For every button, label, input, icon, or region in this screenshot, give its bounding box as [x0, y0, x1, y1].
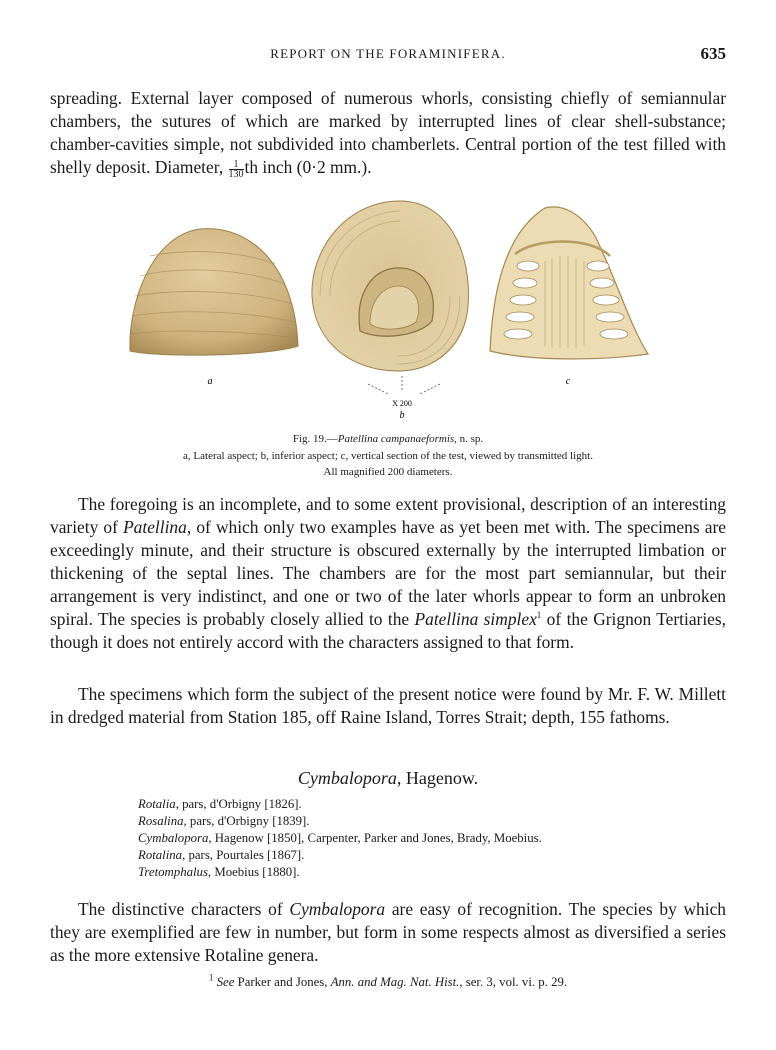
synonym-genus: Cymbalopora — [138, 831, 209, 845]
synonym-genus: Rotalia — [138, 797, 176, 811]
synonym-genus: Rosalina — [138, 814, 184, 828]
synonymy-entry — [138, 796, 698, 813]
paragraph-discussion — [50, 493, 726, 654]
synonym-citation: , Moebius [1880]. — [207, 865, 300, 879]
fraction-denominator: 130 — [228, 169, 244, 180]
paragraph-description-continued — [50, 87, 726, 179]
genus-name: Patellina — [123, 517, 187, 537]
synonymy-entry — [138, 847, 698, 864]
synonym-genus: Tretomphalus — [138, 865, 208, 879]
caption-species-name: Patellina campanaeformis — [337, 433, 455, 445]
synonym-citation: , pars, Pourtales [1867]. — [182, 848, 305, 862]
paragraph-text: , of which only two examples have as yet been met with. The specimens are exceedingly minute, and their structure is obscured externally by the interrupted limbation or thickening of the septal lines. The chambers are for the most part semiannular, but their arrangement is very indistinct, and one or two of the later whorls appear to form an unbroken spiral. The species is probably closely allied to the — [50, 517, 726, 629]
magnification-indicator — [368, 376, 440, 394]
magnification-label: X 200 — [392, 399, 412, 408]
page-number: 635 — [700, 44, 726, 63]
synonymy-entry — [138, 830, 698, 847]
genus-name: Cymbalopora — [289, 899, 386, 919]
figure-label-b: b — [399, 410, 405, 421]
specimen-a-lateral — [130, 229, 298, 356]
paragraph-text: The foregoing is an incomplete, and to some extent provisional, description of an interesting variety of — [50, 494, 726, 537]
paragraph-locality: The specimens which form the subject of the present notice were found by Mr. F. W. Millett in dredged material from Station 185, off Raine Island, Torres Strait; depth, 155 fathoms. — [50, 684, 726, 727]
footnote-see: See — [216, 975, 235, 989]
fraction — [229, 160, 244, 179]
running-title: REPORT ON THE FORAMINIFERA. — [270, 46, 506, 61]
footnote-reference: 1 — [536, 610, 542, 621]
synonym-citation: , pars, d'Orbigny [1839]. — [183, 814, 310, 828]
footnote-journal: Ann. and Mag. Nat. Hist. — [330, 975, 460, 989]
paragraph-cymbalopora — [50, 898, 726, 967]
figure-caption-title — [50, 432, 726, 447]
specimen-b-inferior — [312, 201, 469, 371]
paragraph-text: of the Grignon Tertiaries, though it does not entirely accord with the characters assigned to that form. — [50, 609, 726, 652]
paragraph-text: are easy of recognition. The species by which they are exemplified are few in number, but form in some respects almost as diversified a series as the more extensive Rotaline genera. — [50, 899, 727, 965]
footnote-ref: , ser. 3, vol. vi. p. 29. — [459, 975, 568, 989]
figure-caption-legend: a, Lateral aspect; b, inferior aspect; c, vertical section of the test, viewed by transmitted light. — [183, 450, 593, 462]
specimen-c-section — [490, 207, 648, 359]
footnote-authors: Parker and Jones, — [234, 975, 331, 989]
caption-suffix: , n. sp. — [454, 433, 484, 445]
page-header — [50, 44, 726, 68]
genus-heading-author: , Hagenow. — [396, 768, 479, 788]
fraction-numerator: 1 — [229, 160, 244, 170]
figure-illustration — [120, 196, 660, 426]
figure-caption-magnification: All magnified 200 diameters. — [323, 466, 453, 478]
synonym-genus: Rotalina — [138, 848, 183, 862]
synonym-citation: , pars, d'Orbigny [1826]. — [175, 797, 302, 811]
synonymy-entry — [138, 864, 698, 881]
figure-19 — [120, 196, 660, 426]
caption-fig-number: Fig. 19.— — [292, 433, 338, 445]
synonymy-entry — [138, 813, 698, 830]
paragraph-text: The distinctive characters of — [78, 899, 290, 919]
paragraph-text: th inch (0·2 mm.). — [244, 157, 372, 177]
paragraph-text: spreading. External layer composed of numerous whorls, consisting chiefly of semiannular chambers, the sutures of which are marked by interrupted lines of clear shell-substance; chamber-cavities simple, not subdivided into chamberlets. Central portion of the test filled with shelly deposit. Diameter, — [50, 88, 726, 177]
footnote-mark: 1 — [208, 972, 214, 983]
synonym-citation: , Hagenow [1850], Carpenter, Parker and Jones, Brady, Moebius. — [208, 831, 542, 845]
synonymy-list — [138, 796, 698, 881]
genus-heading — [50, 766, 726, 790]
figure-label-a: a — [207, 376, 213, 387]
figure-label-c: c — [565, 376, 571, 387]
footnote — [50, 974, 726, 991]
genus-heading-name: Cymbalopora — [297, 768, 397, 788]
species-name: Patellina simplex — [414, 609, 537, 629]
